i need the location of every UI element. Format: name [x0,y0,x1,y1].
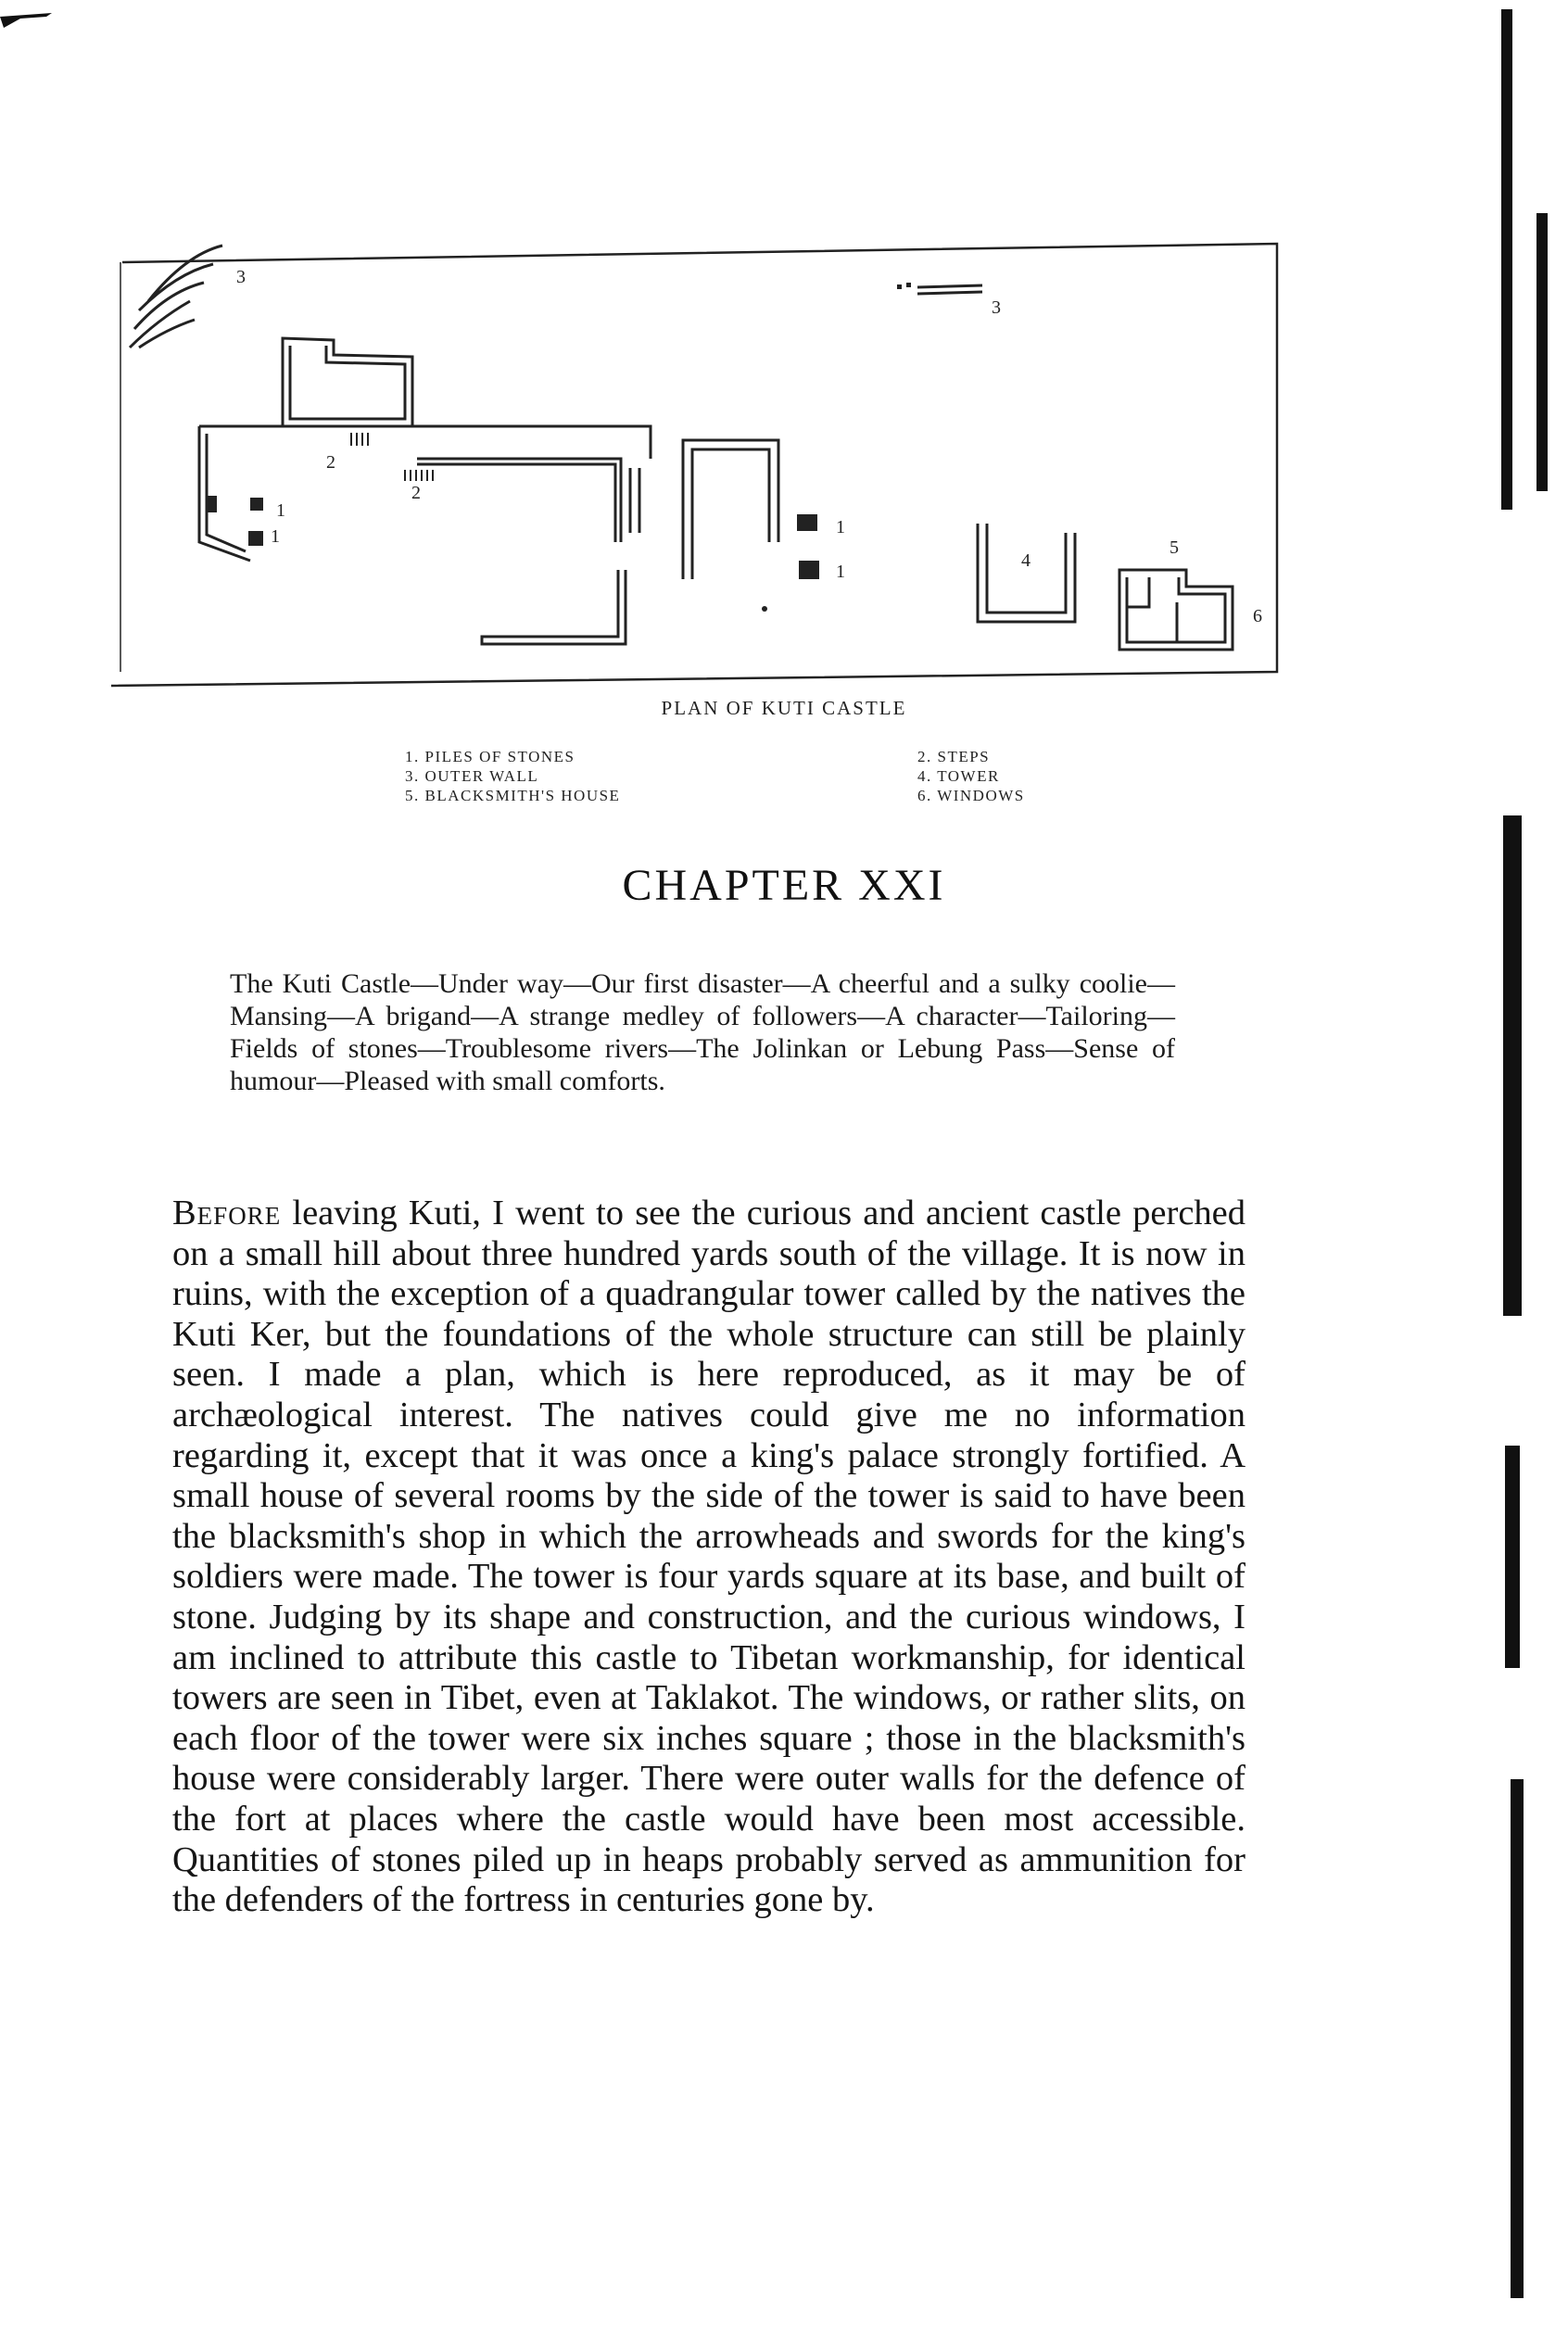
figure-labels [236,267,1262,626]
figure-label: 2 [326,452,335,473]
body-paragraph [172,1194,1246,1921]
plan-caption: PLAN OF KUTI CASTLE [661,697,907,719]
legend-item: 5. BLACKSMITH'S HOUSE [405,787,621,804]
page-edge-shadow [1501,9,1512,510]
plan-legend-left [405,747,620,805]
figure-label: 1 [271,526,280,547]
legend-item: 2. STEPS [917,748,991,765]
figure-label: 1 [836,517,845,537]
figure-label: 2 [411,483,421,503]
figure-label: 6 [1253,606,1262,626]
figure-label: 4 [1021,550,1031,571]
plan-legend-right [917,747,1025,805]
castle-plan-figure [111,236,1288,709]
chapter-title: CHAPTER XXI [622,861,946,910]
page-edge-shadow [1511,1779,1524,2298]
page-edge-shadow [1536,213,1548,491]
figure-label: 3 [992,297,1001,318]
corner-mark-icon [0,13,52,28]
legend-item: 4. TOWER [917,767,1000,785]
legend-item: 6. WINDOWS [917,787,1025,804]
legend-item: 3. OUTER WALL [405,767,539,785]
chapter-synopsis: The Kuti Castle—Under way—Our first disaster—A cheerful and a sulky coolie—Mansing—A brigand—A strange medley of followers—A character—Tailoring—Fields of stones—Troublesome rivers—The Jolinkan or Lebung Pass—Sense of humour—Pleased with small comforts. [230,968,1175,1096]
figure-label: 5 [1170,537,1179,558]
figure-label: 1 [276,500,285,521]
page-edge-shadow [1505,1446,1520,1668]
figure-label: 3 [236,267,246,287]
figure-label: 1 [836,562,845,582]
paragraph-text: leaving Kuti, I went to see the curious and ancient castle perched on a small hill about three hundred yards south of the village. It is now in ruins, with the exception of a quadrangular tower called by the natives the Kuti Ker, but the foundations of the whole structure can still be plainly seen. I made a plan, which is here reproduced, as it may be of archæological interest. The natives could give me no information regarding it, except that it was once a king's palace strongly fortified. A small house of several rooms by the side of the tower is said to have been the blacksmith's shop in which the arrowheads and swords for the king's soldiers were made. The tower is four yards square at its base, and built of stone. Judging by its shape and construction, and the curious windows, I am inclined to attribute this castle to Tibetan workmanship, for identical towers are seen in Tibet, even at Taklakot. The windows, or rather slits, on each floor of the tower were six inches square ; those in the blacksmith's house were considerably larger. There were outer walls for the defence of the fort at places where the castle would have been most accessible. Quantities of stones piled up in heaps probably served as ammunition for the defenders of the fortress in centuries gone by. [172,1194,1246,1920]
legend-item: 1. PILES OF STONES [405,748,575,765]
opening-word: Before [172,1194,282,1232]
